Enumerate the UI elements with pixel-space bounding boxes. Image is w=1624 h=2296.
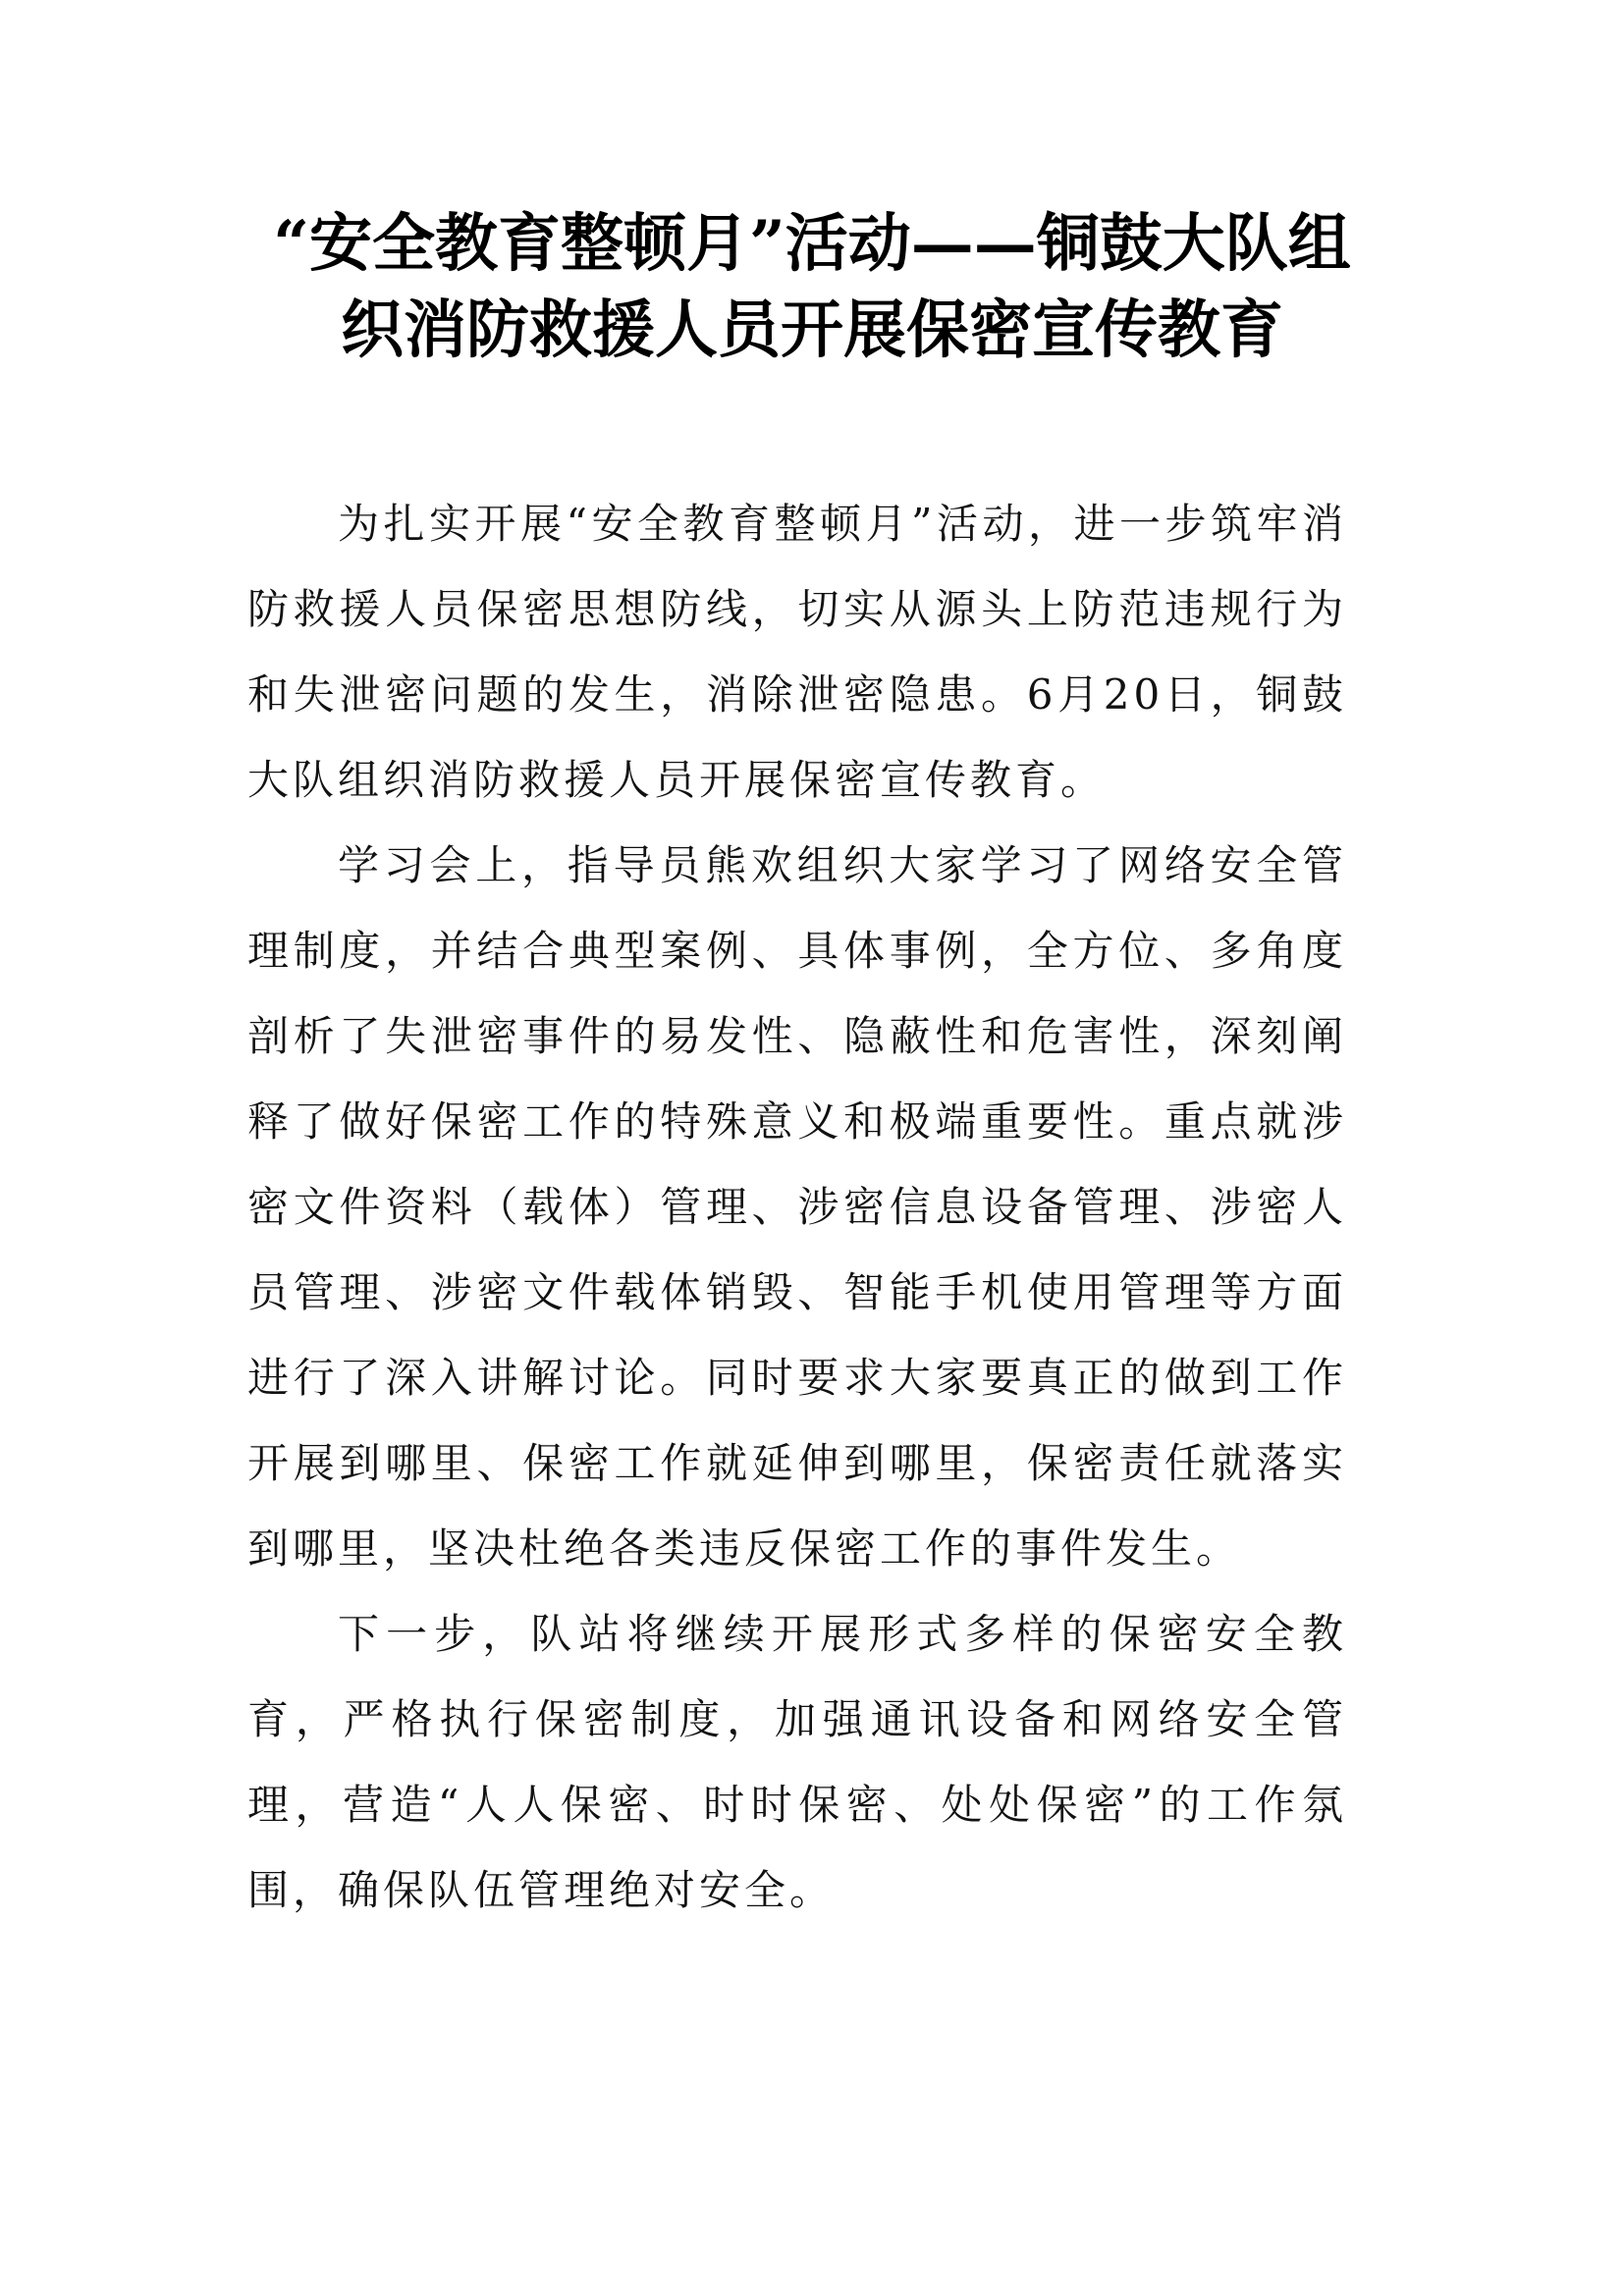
paragraph-next-steps: 下一步，队站将继续开展形式多样的保密安全教育，严格执行保密制度，加强通讯设备和网络安全管理，营造“人人保密、时时保密、处处保密”的工作氛围，确保队伍管理绝对安全。: [247, 1610, 1347, 1914]
document-title: [226, 201, 1398, 374]
document-body: [247, 481, 1347, 1933]
paragraph-intro: 为扎实开展“安全教育整顿月”活动，进一步筑牢消防救援人员保密思想防线，切实从源头上防范违规行为和失泄密问题的发生，消除泄密隐患。6月20日，铜鼓大队组织消防救援人员开展保密宣传教育。: [247, 500, 1347, 804]
paragraph-meeting: 学习会上，指导员熊欢组织大家学习了网络安全管理制度，并结合典型案例、具体事例，全方位、多角度剖析了失泄密事件的易发性、隐蔽性和危害性，深刻阐释了做好保密工作的特殊意义和极端重要性。重点就涉密文件资料（载体）管理、涉密信息设备管理、涉密人员管理、涉密文件载体销毁、智能手机使用管理等方面进行了深入讲解讨论。同时要求大家要真正的做到工作开展到哪里、保密工作就延伸到哪里，保密责任就落实到哪里，坚决杜绝各类违反保密工作的事件发生。: [247, 841, 1347, 1573]
title-line-1: “安全教育整顿月”活动——铜鼓大队组: [273, 207, 1351, 281]
title-line-2: 织消防救援人员开展保密宣传教育: [341, 294, 1283, 367]
